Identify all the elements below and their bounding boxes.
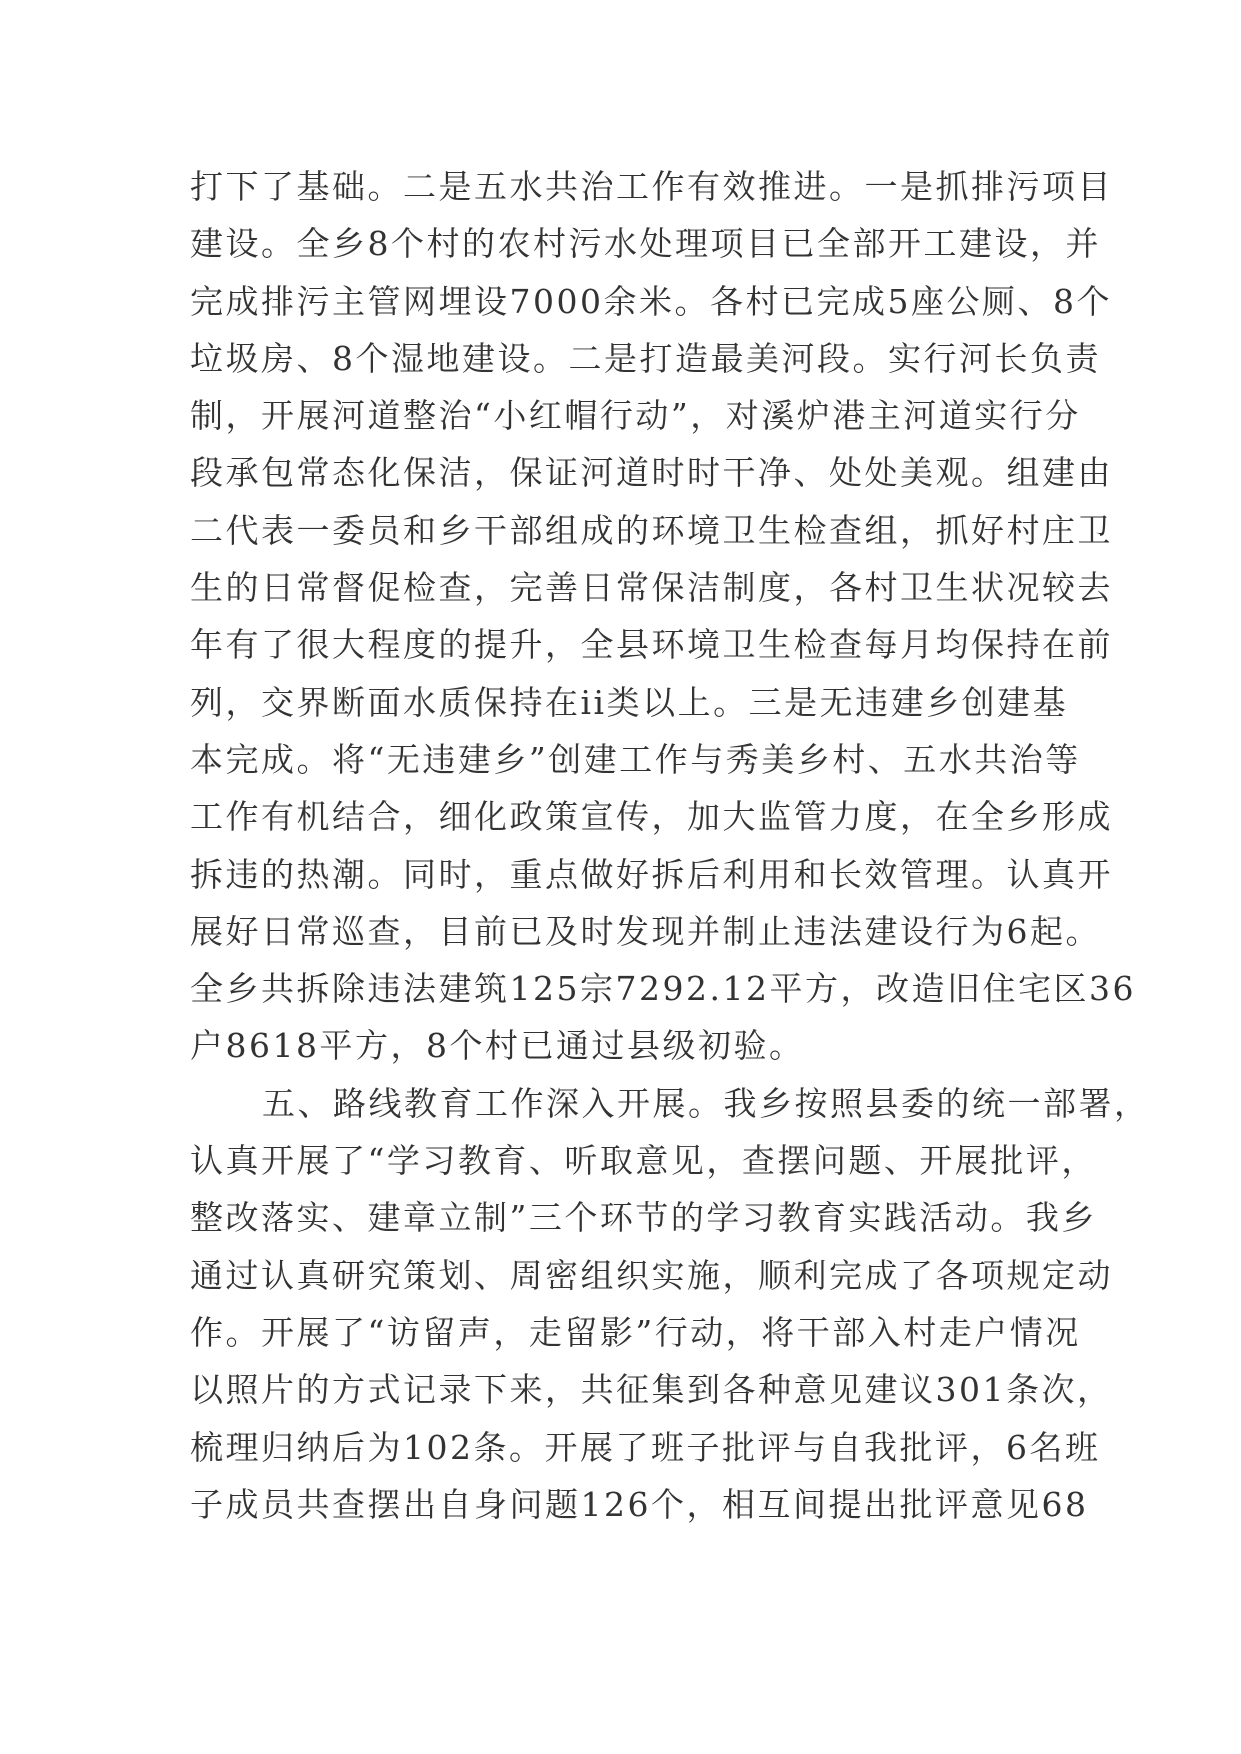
text-line: 打下了基础。二是五水共治工作有效推进。一是抓排污项目 [190,167,1113,206]
text-line: 五、路线教育工作深入开展。我乡按照县委的统一部署， [262,1083,1150,1123]
text-line: 整改落实、建章立制”三个环节的学习教育实践活动。我乡 [190,1198,1097,1238]
text-line: 二代表一委员和乡干部组成的环境卫生检查组，抓好村庄卫 [190,510,1113,550]
text-line: 制，开展河道整治“小红帽行动”，对溪炉港主河道实行分 [190,396,1081,436]
body-text [190,158,1150,1533]
text-line: 垃圾房、8个湿地建设。二是打造最美河段。实行河长负责 [190,338,1101,378]
text-line: 以照片的方式记录下来，共征集到各种意见建议301条次， [190,1370,1113,1410]
text-line: 子成员共查摆出自身问题126个，相互间提出批评意见68 [190,1484,1089,1524]
text-line: 全乡共拆除违法建筑125宗7292.12平方，改造旧住宅区36 [190,969,1136,1009]
text-line: 段承包常态化保洁，保证河道时时干净、处处美观。组建由 [190,453,1113,493]
text-line: 本完成。将“无违建乡”创建工作与秀美乡村、五水共治等 [190,739,1081,779]
text-line: 展好日常巡查，目前已及时发现并制止违法建设行为6起。 [190,911,1101,951]
text-line: 完成排污主管网埋设7000余米。各村已完成5座公厕、8个 [190,281,1112,321]
text-line: 建设。全乡8个村的农村污水处理项目已全部开工建设，并 [190,224,1101,264]
text-line: 梳理归纳后为102条。开展了班子批评与自我批评，6名班 [190,1427,1101,1467]
text-line: 作。开展了“访留声，走留影”行动，将干部入村走户情况 [190,1312,1081,1352]
text-line: 户8618平方，8个村已通过县级初验。 [190,1026,805,1066]
text-line: 列，交界断面水质保持在ii类以上。三是无违建乡创建基 [190,682,1069,722]
text-line: 生的日常督促检查，完善日常保洁制度，各村卫生状况较去 [190,568,1113,608]
text-line: 拆违的热潮。同时，重点做好拆后利用和长效管理。认真开 [190,854,1113,894]
text-line: 认真开展了“学习教育、听取意见，查摆问题、开展批评， [190,1141,1097,1181]
text-line: 通过认真研究策划、周密组织实施，顺利完成了各项规定动 [190,1255,1113,1295]
text-line: 年有了很大程度的提升，全县环境卫生检查每月均保持在前 [190,625,1113,665]
text-line: 工作有机结合，细化政策宣传，加大监管力度，在全乡形成 [190,797,1113,837]
